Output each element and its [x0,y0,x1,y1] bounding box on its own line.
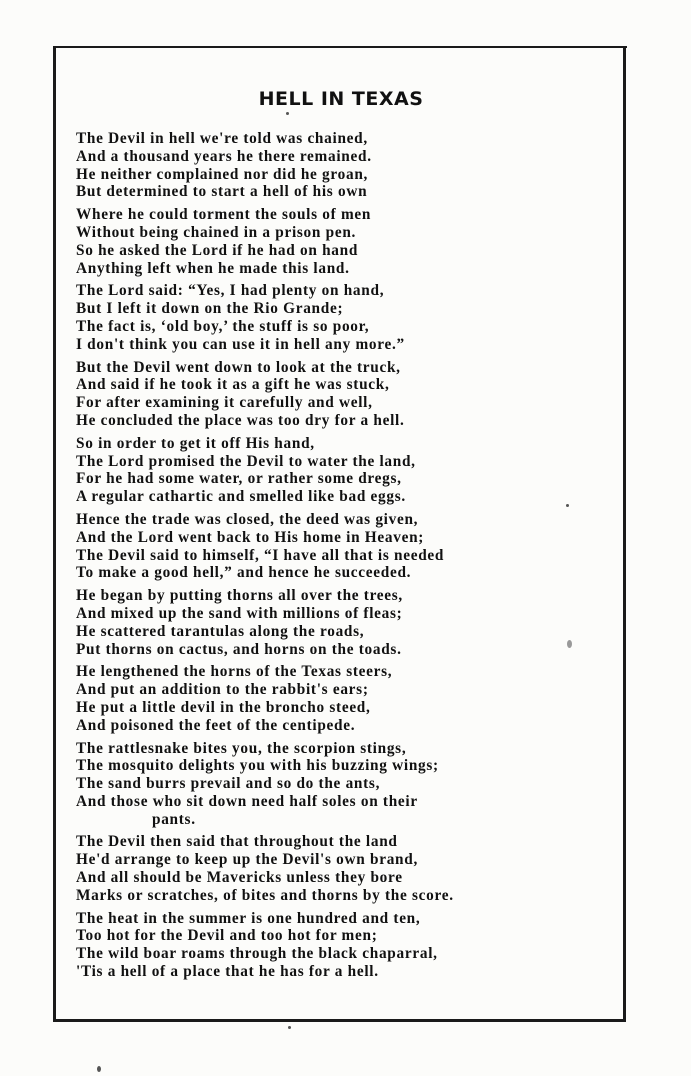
frame-border-top [56,46,627,48]
poem-line: The heat in the summer is one hundred and ten, [76,909,421,927]
stanza-4 [76,359,621,430]
stanza-3 [76,282,621,353]
poem-line: To make a good hell,” and hence he succeeded. [76,564,412,582]
poem-line: The fact is, ‘old boy,’ the stuff is so poor, [76,317,370,335]
poem-line: He scattered tarantulas along the roads, [76,622,365,640]
poem-line: Where he could torment the souls of men [76,206,372,224]
poem-line: And the Lord went back to His home in Heaven; [76,528,425,546]
stanza-5 [76,435,621,506]
poem-line: Marks or scratches, of bites and thorns by the score. [76,886,454,904]
poem-line: For after examining it carefully and well, [76,394,373,412]
poem-line-continuation: pants. [152,810,196,828]
poem-line: Anything left when he made this land. [76,259,350,277]
poem-line: For he had some water, or rather some dregs, [76,470,402,488]
print-speck [288,1026,291,1029]
poem-line: And put an addition to the rabbit's ears; [76,681,369,699]
poem-line: The mosquito delights you with his buzzing wings; [76,757,439,775]
stanza-7 [76,587,621,658]
poem-line: He put a little devil in the broncho steed, [76,698,371,716]
poem-line: So in order to get it off His hand, [76,434,315,452]
poem-line: But the Devil went down to look at the truck, [76,358,401,376]
poem-line: Without being chained in a prison pen. [76,223,357,241]
poem-line: Hence the trade was closed, the deed was given, [76,510,419,528]
print-speck [97,1066,101,1072]
print-speck [566,504,569,507]
poem-line: The Devil said to himself, “I have all that is needed [76,546,445,564]
poem-line: But I left it down on the Rio Grande; [76,300,344,318]
poem-line: The Lord promised the Devil to water the land, [76,452,416,470]
poem-line: He neither complained nor did he groan, [76,165,369,183]
poem-line: And all should be Mavericks unless they bore [76,869,403,887]
poem-line: So he asked the Lord if he had on hand [76,241,359,259]
poem-line: And mixed up the sand with millions of fleas; [76,604,403,622]
poem-title: HELL IN TEXAS [258,88,424,110]
poem-line: And those who sit down need half soles on their [76,792,418,810]
poem-line: The rattlesnake bites you, the scorpion stings, [76,739,407,757]
stanza-9 [76,740,621,829]
stanza-10 [76,833,621,904]
stanza-11 [76,910,621,981]
frame-border-right [623,46,626,1022]
stanza-1 [76,130,621,201]
poem-line: Put thorns on cactus, and horns on the toads. [76,640,402,658]
poem-line: 'Tis a hell of a place that he has for a hell. [76,963,379,981]
stanza-6 [76,511,621,582]
poem-line: He lengthened the horns of the Texas steers, [76,663,393,681]
print-speck [286,112,289,115]
stanza-8 [76,663,621,734]
poem-line: Too hot for the Devil and too hot for men; [76,927,378,945]
poem-line: But determined to start a hell of his own [76,183,368,201]
poem-line: He began by putting thorns all over the trees, [76,587,403,605]
poem-line: He'd arrange to keep up the Devil's own brand, [76,851,418,869]
poem-line: I don't think you can use it in hell any more.” [76,335,405,353]
poem-line: And said if he took it as a gift he was stuck, [76,376,390,394]
poem-body [76,130,621,986]
poem-line: The Devil in hell we're told was chained, [76,130,368,147]
poem-line: The wild boar roams through the black chaparral, [76,945,438,963]
poem-line: And poisoned the feet of the centipede. [76,716,356,734]
poem-line: He concluded the place was too dry for a hell. [76,411,405,429]
poem-line: And a thousand years he there remained. [76,147,372,165]
poem-line: A regular cathartic and smelled like bad eggs. [76,488,406,506]
stanza-2 [76,206,621,277]
poem-line: The Lord said: “Yes, I had plenty on hand, [76,282,385,300]
frame-border-bottom [53,1019,626,1022]
poem-line: The sand burrs prevail and so do the ants, [76,775,381,793]
poem-line: The Devil then said that throughout the land [76,833,398,851]
frame-border-left [53,46,56,1022]
print-speck [567,640,572,648]
